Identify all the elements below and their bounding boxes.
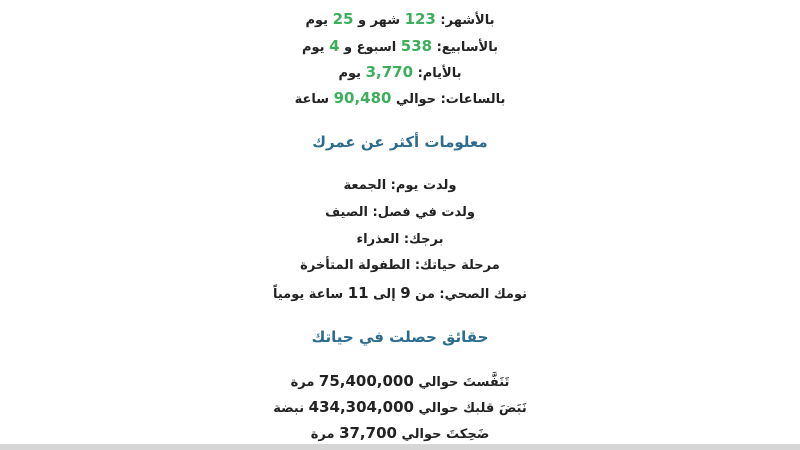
months-unit: يوم	[305, 13, 329, 28]
hours-label: بالساعات: حوالي	[396, 92, 506, 107]
age-in-months	[240, 10, 560, 30]
laughs-suffix: مرة	[310, 427, 335, 442]
life-stage: مرحلة حياتك: الطفولة المتأخرة	[300, 258, 500, 273]
breaths-fact	[240, 372, 560, 392]
more-info-heading: معلومات أكثر عن عمرك	[312, 133, 488, 151]
age-in-weeks	[240, 37, 560, 57]
sleep-suffix: ساعة يومياً	[272, 287, 344, 302]
age-in-hours	[240, 89, 560, 109]
hours-unit: ساعة	[294, 92, 330, 107]
born-day: ولدت يوم: الجمعة	[343, 178, 457, 193]
weeks-unit: يوم	[301, 40, 325, 55]
months-value: 123	[404, 10, 436, 28]
weeks-label: بالأسابيع:	[436, 40, 498, 55]
weeks-days-value: 4	[329, 37, 340, 55]
weeks-mid: اسبوع و	[344, 40, 397, 55]
heartbeats-fact	[240, 398, 560, 418]
bottom-divider	[0, 444, 800, 450]
months-mid: شهر و	[357, 13, 401, 28]
zodiac-sign: برجك: العذراء	[356, 232, 444, 247]
weeks-value: 538	[400, 37, 433, 55]
heartbeats-value: 434,304,000	[308, 398, 414, 416]
days-label: بالأيام:	[417, 66, 462, 81]
laughs-value: 37,700	[339, 424, 397, 442]
age-in-days	[240, 63, 560, 83]
breaths-prefix: تَنَفَّستَ حوالي	[418, 375, 510, 390]
facts-heading: حقائق حصلت في حياتك	[311, 328, 489, 346]
months-label: بالأشهر:	[440, 13, 495, 28]
sleep-prefix: نومك الصحي: من	[415, 287, 528, 302]
laughs-prefix: ضَحِكتَ حوالي	[401, 427, 490, 442]
days-value: 3,770	[365, 63, 414, 81]
sleep-to: 11	[347, 284, 369, 302]
born-season: ولدت في فصل: الصيف	[325, 205, 475, 220]
heartbeats-prefix: نَبَضَ قلبك حوالي	[418, 401, 527, 416]
hours-value: 90,480	[333, 89, 392, 107]
healthy-sleep	[240, 284, 560, 304]
heartbeats-suffix: نبضة	[273, 401, 305, 416]
days-unit: يوم	[338, 66, 362, 81]
breaths-value: 75,400,000	[318, 372, 414, 390]
sleep-from: 9	[400, 284, 411, 302]
breaths-suffix: مرة	[290, 375, 315, 390]
months-days-value: 25	[332, 10, 354, 28]
laughs-fact	[240, 424, 560, 444]
sleep-mid: إلى	[373, 287, 396, 302]
